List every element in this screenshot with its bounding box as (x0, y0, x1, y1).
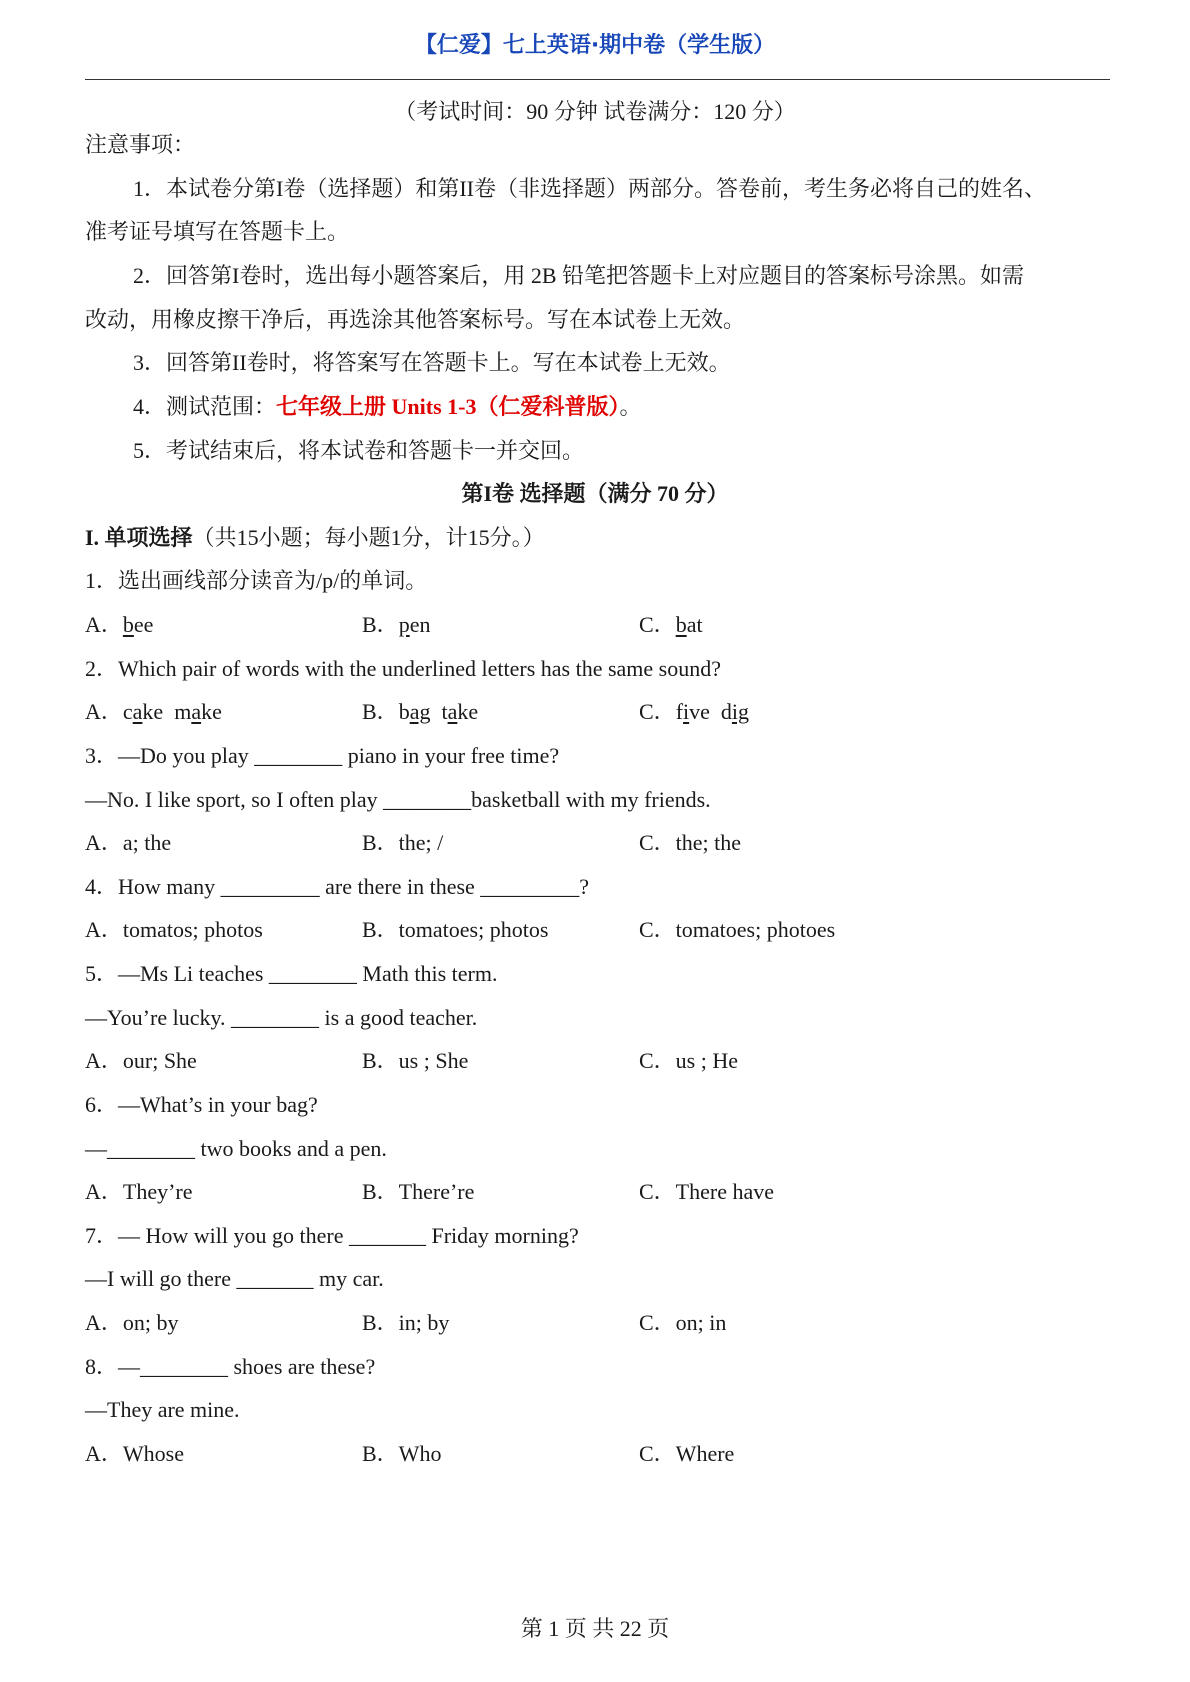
note-2a: 2．回答第I卷时，选出每小题答案后，用 2B 铅笔把答题卡上对应题目的答案标号涂黑。如需 (133, 263, 1025, 288)
note-4-suffix: 。 (619, 394, 642, 419)
q7-stem-2: —I will go there _______ my car. (85, 1266, 384, 1291)
note-4-prefix: 4．测试范围： (133, 394, 277, 419)
note-1b: 准考证号填写在答题卡上。 (85, 219, 350, 244)
q5-option-b: B．us ; She (362, 1048, 469, 1073)
q3-stem-1: 3．—Do you play ________ piano in your free time? (85, 743, 560, 768)
q8-option-a: A．Whose (85, 1441, 184, 1466)
section-label: I. 单项选择 (85, 525, 193, 550)
q8-stem-1: 8．—________ shoes are these? (85, 1354, 376, 1379)
note-3: 3．回答第II卷时，将答案写在答题卡上。写在本试卷上无效。 (133, 350, 731, 375)
q5-stem-2: —You’re lucky. ________ is a good teacher. (85, 1005, 478, 1030)
note-5: 5．考试结束后，将本试卷和答题卡一并交回。 (133, 438, 585, 463)
note-4-range: 七年级上册 Units 1-3（仁爱科普版） (276, 394, 620, 419)
q1-option-b: B．pen (362, 612, 431, 637)
q3-option-c: C．the; the (639, 830, 742, 855)
q7-option-c: C．on; in (639, 1310, 727, 1335)
q4-stem: 4．How many _________ are there in these _________? (85, 874, 590, 899)
q2-option-a: A．cake make (85, 699, 222, 724)
header-divider (85, 79, 1110, 80)
part1-title: 第I卷 选择题（满分 70 分） (461, 481, 729, 506)
note-1a: 1．本试卷分第I卷（选择题）和第II卷（非选择题）两部分。答卷前，考生务必将自己的姓名、 (133, 176, 1046, 201)
q5-option-c: C．us ; He (639, 1048, 739, 1073)
q1-option-a: A．bee (85, 612, 154, 637)
note-2b: 改动，用橡皮擦干净后，再选涂其他答案标号。写在本试卷上无效。 (85, 307, 746, 332)
q5-stem-1: 5．—Ms Li teaches ________ Math this term. (85, 961, 498, 986)
notes-heading: 注意事项： (85, 132, 196, 157)
q2-stem: 2．Which pair of words with the underlined letters has the same sound? (85, 656, 722, 681)
q7-option-b: B．in; by (362, 1310, 450, 1335)
q2-option-b: B．bag take (362, 699, 479, 724)
q5-option-a: A．our; She (85, 1048, 197, 1073)
page-footer: 第 1 页 共 22 页 (520, 1616, 670, 1641)
q6-option-a: A．They’re (85, 1179, 193, 1204)
q8-stem-2: —They are mine. (85, 1397, 240, 1422)
q1-option-c: C．bat (639, 612, 703, 637)
q8-option-c: C．Where (639, 1441, 735, 1466)
q7-option-a: A．on; by (85, 1310, 179, 1335)
note-4 (133, 393, 641, 421)
q6-option-c: C．There have (639, 1179, 774, 1204)
q1-stem: 1．选出画线部分读音为/p/的单词。 (85, 568, 428, 593)
q3-stem-2: —No. I like sport, so I often play ________basketball with my friends. (85, 787, 711, 812)
q4-option-a: A．tomatos; photos (85, 917, 263, 942)
exam-info: （考试时间：90 分钟 试卷满分：120 分） (394, 99, 796, 124)
q6-stem-2: —________ two books and a pen. (85, 1136, 387, 1161)
q7-stem-1: 7．— How will you go there _______ Friday morning? (85, 1223, 579, 1248)
q6-option-b: B．There’re (362, 1179, 475, 1204)
q2-option-c: C．five dig (639, 699, 750, 724)
q8-option-b: B．Who (362, 1441, 442, 1466)
q6-stem-1: 6．—What’s in your bag? (85, 1092, 318, 1117)
q4-option-c: C．tomatoes; photoes (639, 917, 836, 942)
q3-option-a: A．a; the (85, 830, 172, 855)
q3-option-b: B．the; / (362, 830, 444, 855)
section-heading (85, 524, 545, 552)
q4-option-b: B．tomatoes; photos (362, 917, 549, 942)
section-desc: （共15小题；每小题1分，计15分。） (192, 525, 545, 550)
page-header-title: 【仁爱】七上英语·期中卷（学生版） (414, 33, 776, 58)
